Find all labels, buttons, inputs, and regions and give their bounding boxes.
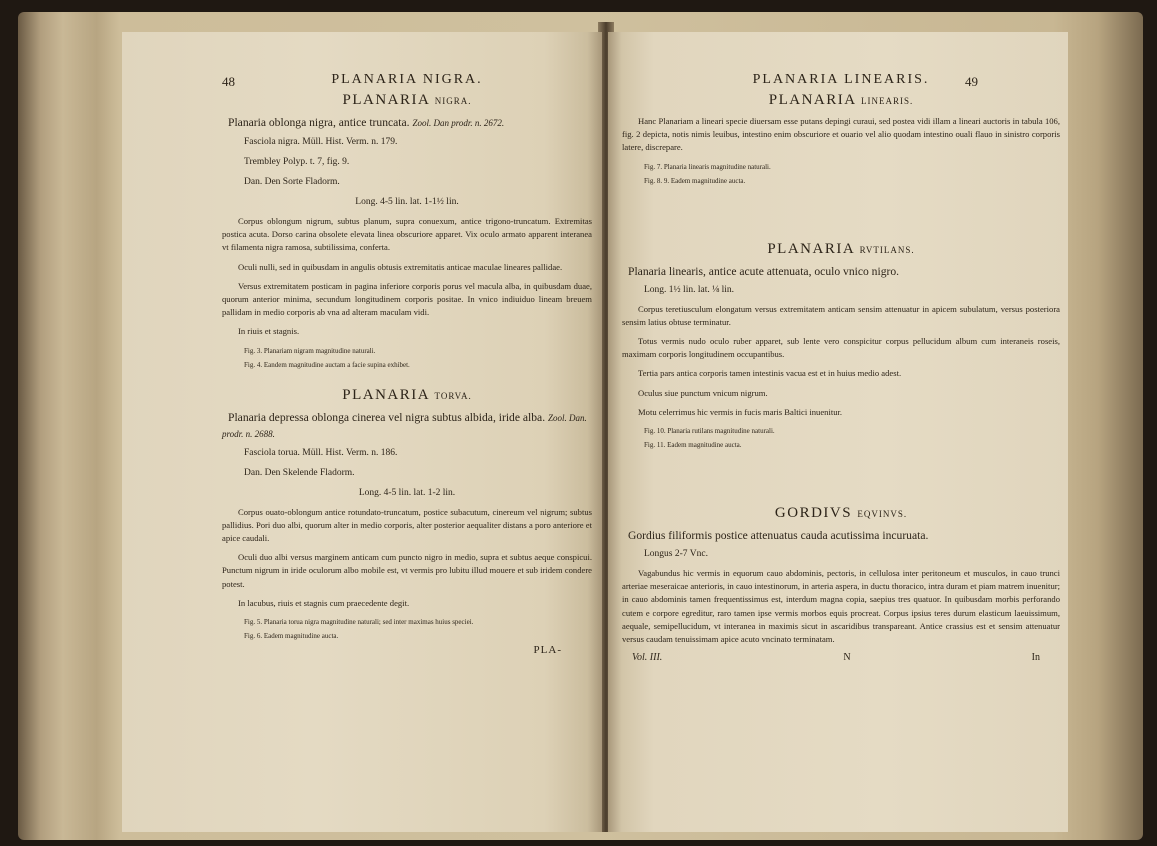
page-number-left: 48 (222, 74, 235, 89)
danish-name: Dan. Den Sorte Fladorm. (244, 177, 340, 187)
signature-mark: N (843, 652, 851, 664)
description-paragraph: Versus extremitatem posticam in pagina inferiore corporis porus vel macula alba, in quibusdam duae, quorum anterior minima, secundum longitudinem corporis positae. In vnico indiuiduo lineam breuem pallidam in medio corporis ab vna ad alteram maculam vidi. (222, 280, 592, 318)
catchword: In (1031, 652, 1040, 664)
page-number-right: 49 (965, 74, 978, 89)
description-paragraph: Oculi nulli, sed in quibusdam in angulis obtusis extremitatis anticae maculae lineares pallidae. (238, 261, 563, 272)
measurements: Long. 4-5 lin. lat. 1-1½ lin. (355, 197, 459, 207)
habitat: In riuis et stagnis. (238, 326, 300, 337)
running-head-left: PLANARIA NIGRA. (331, 72, 483, 87)
species-title: GORDIVS EQVINVS. (774, 505, 908, 522)
figure-caption: Fig. 3. Planariam nigram magnitudine naturali. (244, 346, 376, 355)
catchword: PLA- (533, 644, 562, 657)
figure-caption: Fig. 11. Eadem magnitudine aucta. (644, 441, 742, 450)
danish-name: Dan. Den Skelende Fladorm. (244, 467, 355, 478)
description-paragraph: Corpus oblongum nigrum, subtus planum, supra conuexum, antice trigono-truncatum. Extremitas postica acuta. Dorso carina obsolete elevata linea obscuriore apparet. Vix oculo armato apparent interanea vt filamenta nigra ramosa, subtilissima, conferta. (222, 216, 592, 253)
habitat: In lacubus, riuis et stagnis cum praecedente degit. (238, 597, 410, 608)
diagnosis: Planaria depressa oblonga cinerea vel nigra subtus albida, iride alba. Zool. Dan. prodr. n. 2688. (222, 410, 587, 439)
description-paragraph: Hanc Planariam a lineari specie diuersam esse putans depingi curaui, sed postea vidi illam a lineari auctoris in tabula 106, fig. 2 depicta, notis nimis leuibus, intestino enim obscuriore et ouario vel alio quodam intestino ouali flauo in sinistro corporis latere, discrepare. (622, 116, 1060, 153)
volume-label: Vol. III. (632, 652, 663, 664)
diagnosis: Planaria linearis, antice acute attenuata, oculo vnico nigro. (628, 264, 900, 278)
description-paragraph: Oculus siue punctum vnicum nigrum. (638, 387, 768, 398)
left-page (122, 32, 602, 832)
habitat: Motu celerrimus hic vermis in fucis maris Baltici inuenitur. (638, 406, 843, 417)
figure-caption: Fig. 5. Planaria torua nigra magnitudine naturali; sed inter maximas huius speciei. (244, 618, 474, 627)
figure-caption: Fig. 8. 9. Eadem magnitudine aucta. (644, 176, 746, 185)
figure-caption: Fig. 4. Eandem magnitudine auctam a facie supina exhibet. (244, 360, 410, 369)
synonym: Trembley Polyp. t. 7, fig. 9. (244, 157, 350, 167)
measurements: Long. 1½ lin. lat. ⅛ lin. (644, 284, 734, 295)
figure-caption: Fig. 6. Eadem magnitudine aucta. (244, 632, 339, 641)
diagnosis: Planaria oblonga nigra, antice truncata. Zool. Dan prodr. n. 2672. (228, 116, 505, 129)
synonym: Fasciola torua. Müll. Hist. Verm. n. 186. (244, 447, 398, 458)
right-page (608, 32, 1068, 832)
description-paragraph: Corpus ouato-oblongum antice rotundato-truncatum, postice subacutum, cinereum vel nigrum; subtus pallidius. Pori duo albi, quorum alter in medio corporis, alter posterior aequaliter distans a poro anteriore et apice caudali. (222, 506, 592, 544)
species-title: PLANARIA RVTILANS. (767, 240, 915, 257)
species-title: PLANARIA TORVA. (342, 386, 472, 403)
synonym: Fasciola nigra. Müll. Hist. Verm. n. 179. (244, 137, 398, 147)
diagnosis: Gordius filiformis postice attenuatus cauda acutissima incuruata. (628, 529, 929, 543)
measurements: Long. 4-5 lin. lat. 1-2 lin. (358, 487, 456, 498)
figure-caption: Fig. 10. Planaria rutilans magnitudine naturali. (644, 427, 775, 436)
description-paragraph: Vagabundus hic vermis in equorum cauo abdominis, pectoris, in cellulosa inter peritoneum et musculos, in cauo trunci arteriae meseraicae anterioris, in cauo intestinorum, in arteria aspera, in ductu thoracico, intra duram et piam matrem inuenitur; in cauo abdominis tamen frequentissimus est, interdum magna copia, saepius tres quatuor. In quibusdam morbis perforando cutem e corpore egreditur, raro tamen ipse vermis morbos equis procreat. Corpus ipsius teres durum elasticum laeuissimum, aequale, semipellucidum, vt interanea in maximis sicut in ascaridibus transpareant. Antice crassius est et sensim attenuatur versus caudam tenuissimam apice acuto vncinato terminatam. (622, 568, 1060, 645)
page-footer (622, 652, 1060, 663)
species-title: PLANARIA NIGRA. (342, 92, 472, 108)
description-paragraph: Corpus teretiusculum elongatum versus extremitatem anticam sensim attenuatur in apicem subulatum, versus posteriora sensim latius obtuse terminatur. (622, 303, 1060, 327)
description-paragraph: Oculi duo albi versus marginem anticam cum puncto nigro in medio, supra et subtus aeque conspicui. Punctum nigrum in iride oculorum albo mobile est, vt vermis pro lubitu illud mouere et sub iridem condere potest. (222, 552, 592, 589)
figure-caption: Fig. 7. Planaria linearis magnitudine naturali. (644, 162, 771, 171)
description-paragraph: Tertia pars antica corporis tamen intestinis vacua est et in huius medio adest. (638, 368, 902, 379)
description-paragraph: Totus vermis nudo oculo ruber apparet, sub lente vero conspicitur corpus pellucidum album cum interaneis roseis, maximam corporis longitudinem occupantibus. (622, 336, 1060, 360)
measurements: Longus 2-7 Vnc. (644, 549, 708, 560)
running-head-right: PLANARIA LINEARIS. (752, 72, 930, 87)
species-title: PLANARIA LINEARIS. (768, 92, 914, 108)
open-book (18, 12, 1143, 840)
